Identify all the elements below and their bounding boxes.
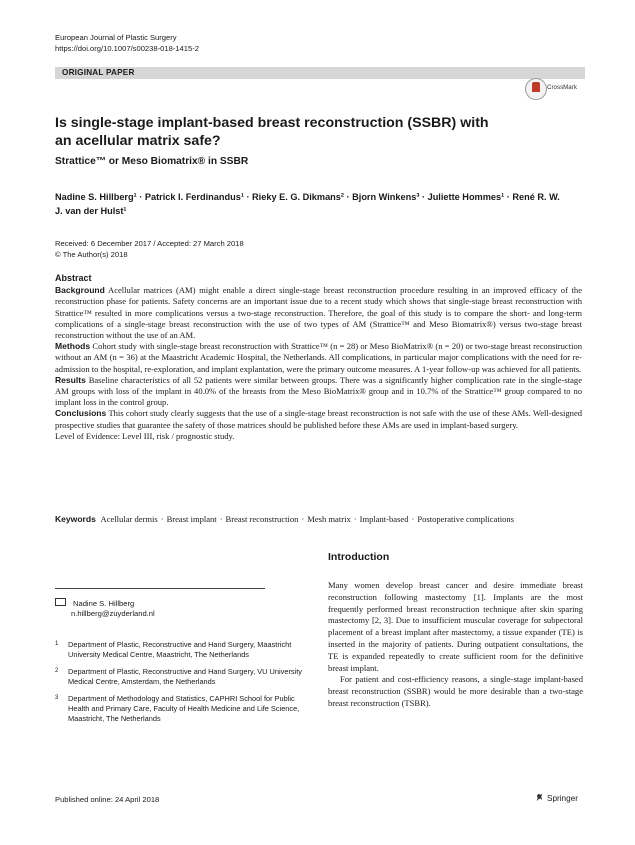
correspondence-name: Nadine S. Hillberg xyxy=(73,599,135,608)
correspondence xyxy=(55,598,155,620)
article-dates xyxy=(55,238,244,260)
abstract-background xyxy=(55,285,582,341)
affiliation-item xyxy=(55,694,315,724)
affiliation-text: Department of Methodology and Statistics, CAPHRI School for Public Health and Primary Care, Faculty of Health Medicine and Life Science, Maastricht, The Netherlands xyxy=(68,694,300,723)
publisher-logo xyxy=(535,792,578,803)
abstract-methods xyxy=(55,341,582,375)
affiliation-text: Department of Plastic, Reconstructive and Hand Surgery, VU University Medical Centre, Amsterdam, the Netherlands xyxy=(68,667,302,686)
published-date: Published online: 24 April 2018 xyxy=(55,795,160,804)
keyword-item: Breast reconstruction xyxy=(225,514,299,524)
journal-name: European Journal of Plastic Surgery xyxy=(55,33,177,42)
article-title: Is single-stage implant-based breast reconstruction (SSBR) with an acellular matrix safe? xyxy=(55,115,489,149)
affiliation-text: Department of Plastic, Reconstructive and Hand Surgery, Maastricht University Medical Centre, Maastricht, The Netherlands xyxy=(68,640,292,659)
journal-header xyxy=(55,32,199,54)
publisher-name: Springer xyxy=(547,794,578,803)
affiliation-item xyxy=(55,640,315,660)
received-accepted: Received: 6 December 2017 / Accepted: 27 March 2018 xyxy=(55,239,244,248)
springer-horse-icon xyxy=(535,793,544,802)
affiliation-item xyxy=(55,667,315,687)
level-of-evidence: Level of Evidence: Level III, risk / prognostic study. xyxy=(55,430,235,441)
correspondence-email[interactable]: n.hillberg@zuyderland.nl xyxy=(71,609,155,619)
introduction-heading: Introduction xyxy=(328,551,390,563)
intro-paragraph-2: For patient and cost-efficiency reasons, a single-stage implant-based breast reconstruction (SSBR) would be more desirable than a two-stage breast reconstruction (TSBR). xyxy=(328,674,583,708)
keywords: Keywords Acellular dermis · Breast implant · Breast reconstruction · Mesh matrix · Implant-based · Postoperative complications xyxy=(55,514,514,524)
authors-line-1: Nadine S. Hillberg¹ · Patrick I. Ferdinandus¹ · Rieky E. G. Dikmans² · Bjorn Winkens³ · Juliette Hommes¹ · René R. W. xyxy=(55,192,560,202)
abstract-results xyxy=(55,375,582,409)
keyword-item: Breast implant xyxy=(166,514,217,524)
footnote-divider xyxy=(55,588,265,589)
crossmark-badge[interactable] xyxy=(525,78,581,100)
results-label: Results xyxy=(55,374,86,385)
keyword-item: Postoperative complications xyxy=(417,514,514,524)
abstract-heading: Abstract xyxy=(55,273,92,283)
copyright: © The Author(s) 2018 xyxy=(55,250,128,259)
crossmark-label: CrossMark xyxy=(547,84,577,91)
envelope-icon xyxy=(55,598,66,606)
keyword-item: Mesh matrix xyxy=(307,514,351,524)
results-text: Baseline characteristics of all 52 patients were similar between groups. There was a significantly higher complication rate in the single-stage AM groups with loss of the implant in 40.0% of the breasts from the Meso BioMatrix® group and in 10.7% of the Strattice™ group compared to no implant loss in the control group. xyxy=(55,374,582,408)
section-label: ORIGINAL PAPER xyxy=(62,68,135,77)
conclusions-label: Conclusions xyxy=(55,408,107,419)
methods-label: Methods xyxy=(55,341,91,352)
background-label: Background xyxy=(55,285,105,296)
keywords-label: Keywords xyxy=(55,514,96,524)
methods-text: Cohort study with single-stage breast reconstruction with Strattice™ (n = 28) or Meso BioMatrix® (n = 20) or two-stage breast reconstruction without an AM (n = 36) at the Maastricht Academic Hospital, the Netherlands. All complications, in particular major complications with the need for re-admission to the hospital, re-exploration, and implant explantation, were the primary outcome measures. A 1-year follow-up was achieved for all patients. xyxy=(55,341,583,374)
author-list xyxy=(55,190,590,218)
conclusions-text: This cohort study clearly suggests that the use of a single-stage breast reconstruction is not safe with the use of these AMs. Well-designed prospective studies that guarantee the safety of those matrices should be published before these AMs are used in implant-based surgery. xyxy=(55,408,583,430)
affiliation-number: 2 xyxy=(55,668,59,674)
affiliation-number: 1 xyxy=(55,641,59,647)
affiliations xyxy=(55,640,315,731)
introduction-body xyxy=(328,580,583,710)
intro-paragraph-1: Many women develop breast cancer and desire immediate breast reconstruction following mastectomy [1]. Implants are the most frequently performed breast reconstruction technique after skin sparing mastectomy [2, 3]. Due to insufficient muscular coverage for subpectoral placement of a breast implant after mastectomy, a tissue expander (TE) is inserted in the majority of patients. During outpatient consultations, the TE is expanded repeatedly to create sufficient room for the definitive breast implant. xyxy=(328,580,583,673)
background-text: Acellular matrices (AM) might enable a direct single-stage breast reconstruction procedure resulting in an improved efficacy of the reconstruction phase for patients. Safety concerns are an important issue due to a recent study which shows that single-stage breast reconstruction with Strattice™ resulted in more complications versus a two-stage reconstruction. Therefore, the goal of this study is to compare the short- and long-term complications of a single-stage breast reconstruction with the use of two types of AM (Strattice™ and Meso Biomatrix®) versus two-stage breast reconstruction without the use of an AM. xyxy=(55,285,582,341)
keyword-item: Implant-based xyxy=(359,514,409,524)
affiliation-number: 3 xyxy=(55,695,59,701)
article-subtitle: Strattice™ or Meso Biomatrix® in SSBR xyxy=(55,156,249,167)
abstract-conclusions xyxy=(55,408,582,430)
abstract xyxy=(55,273,582,442)
keyword-item: Acellular dermis xyxy=(100,514,158,524)
crossmark-icon xyxy=(525,78,547,100)
doi-link[interactable]: https://doi.org/10.1007/s00238-018-1415-2 xyxy=(55,44,199,53)
authors-line-2: J. van der Hulst¹ xyxy=(55,206,127,216)
